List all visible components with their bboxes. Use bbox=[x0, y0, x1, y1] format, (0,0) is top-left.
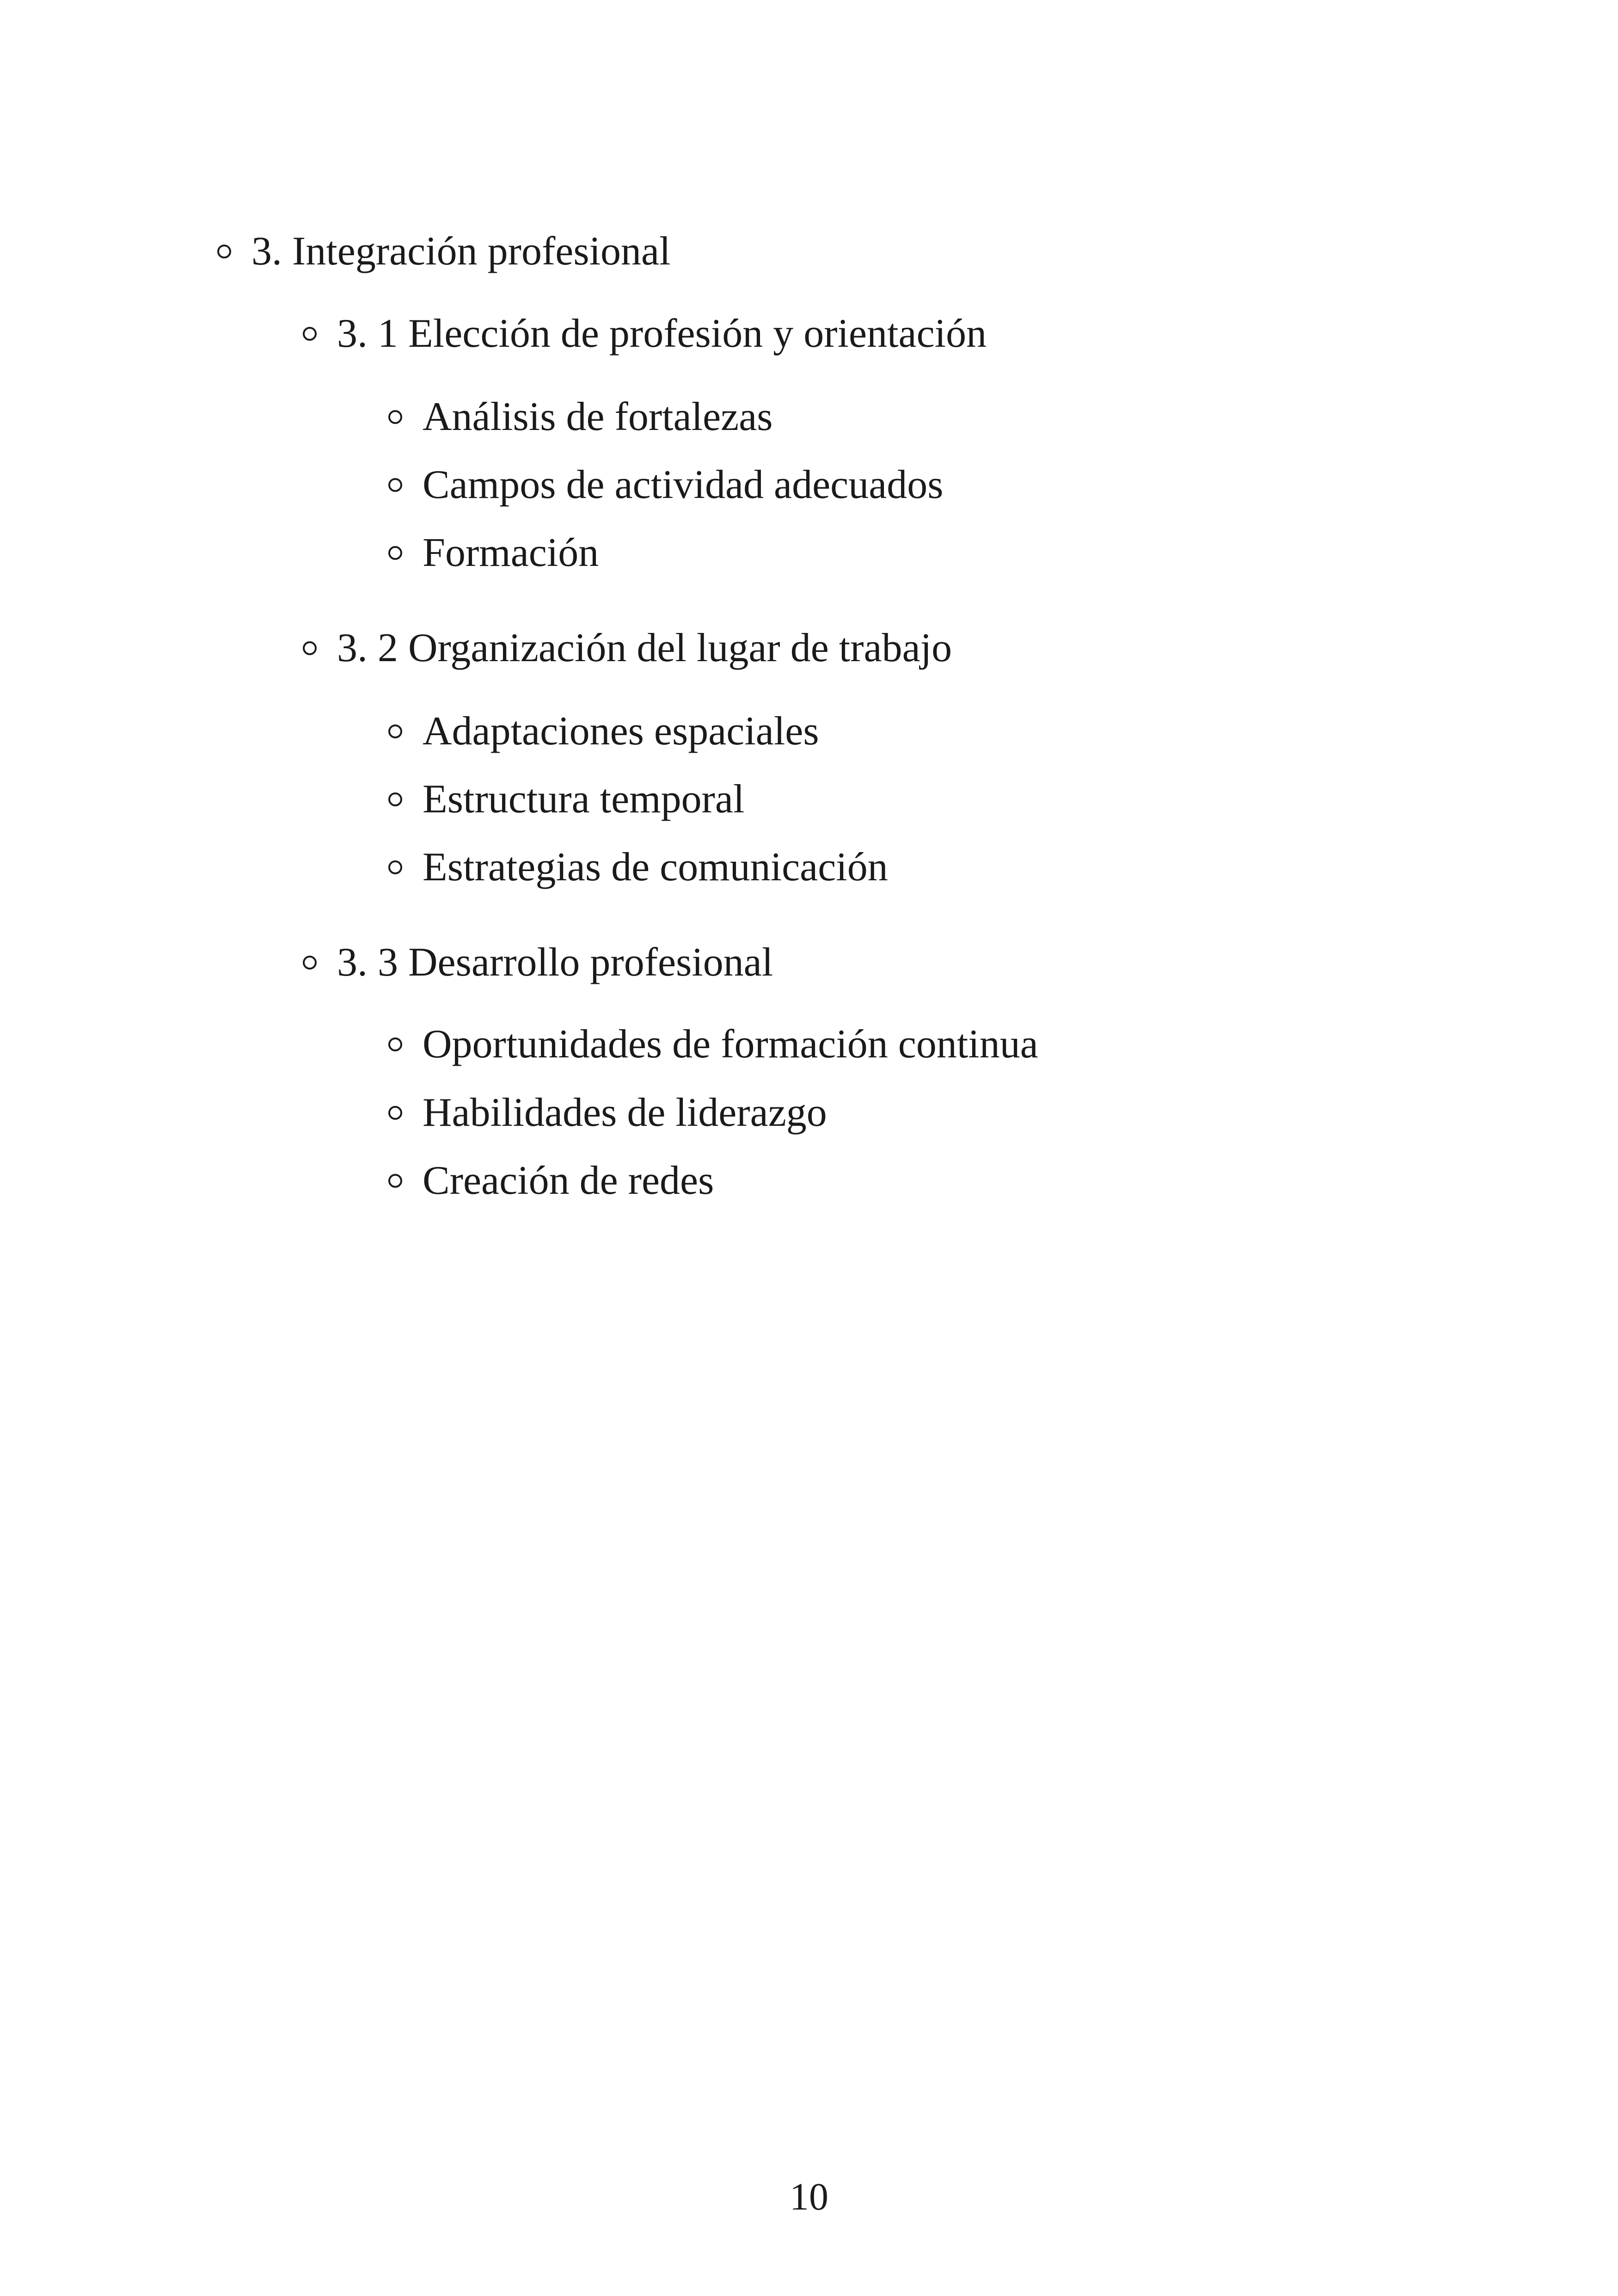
outline-item-text: Estrategias de comunicación bbox=[423, 845, 888, 890]
subsection-title: 3. 2 Organización del lugar de trabajo bbox=[337, 626, 952, 670]
outline-item bbox=[388, 1090, 827, 1135]
outline-item bbox=[388, 394, 773, 439]
hollow-circle-bullet-icon bbox=[388, 860, 402, 874]
hollow-circle-bullet-icon bbox=[388, 410, 402, 424]
outline-item bbox=[388, 1024, 1038, 1065]
outline-section-3 bbox=[217, 231, 671, 272]
hollow-circle-bullet-icon bbox=[388, 1174, 402, 1188]
outline-item-text: Creación de redes bbox=[423, 1158, 714, 1203]
outline-item-text: Oportunidades de formación continua bbox=[423, 1022, 1038, 1067]
hollow-circle-bullet-icon bbox=[388, 478, 402, 492]
hollow-circle-bullet-icon bbox=[388, 1037, 402, 1051]
outline-item-text: Formación bbox=[423, 530, 599, 575]
page-number: 10 bbox=[790, 2175, 828, 2218]
hollow-circle-bullet-icon bbox=[303, 327, 317, 341]
hollow-circle-bullet-icon bbox=[303, 956, 317, 970]
outline-subsection-3-1 bbox=[303, 313, 987, 354]
hollow-circle-bullet-icon bbox=[388, 724, 402, 738]
outline-subsection-3-3 bbox=[303, 942, 773, 983]
outline-item bbox=[388, 779, 744, 820]
hollow-circle-bullet-icon bbox=[388, 1106, 402, 1120]
outline-subsection-3-2 bbox=[303, 628, 952, 669]
outline-item-text: Adaptaciones espaciales bbox=[423, 709, 819, 754]
outline-item-text: Estructura temporal bbox=[423, 777, 745, 822]
outline-item bbox=[388, 1160, 714, 1201]
outline-item-text: Análisis de fortalezas bbox=[423, 394, 773, 439]
outline-item bbox=[388, 530, 599, 575]
hollow-circle-bullet-icon bbox=[303, 641, 317, 655]
outline-item bbox=[388, 847, 888, 888]
subsection-title: 3. 1 Elección de profesión y orientación bbox=[337, 311, 987, 356]
outline-item bbox=[388, 462, 944, 507]
outline-item bbox=[388, 711, 819, 752]
section-title: 3. Integración profesional bbox=[251, 229, 671, 274]
hollow-circle-bullet-icon bbox=[217, 245, 231, 258]
outline-item-text: Habilidades de liderazgo bbox=[423, 1090, 827, 1135]
hollow-circle-bullet-icon bbox=[388, 546, 402, 560]
outline-item-text: Campos de actividad adecuados bbox=[423, 462, 944, 507]
hollow-circle-bullet-icon bbox=[388, 792, 402, 806]
subsection-title: 3. 3 Desarrollo profesional bbox=[337, 940, 773, 985]
